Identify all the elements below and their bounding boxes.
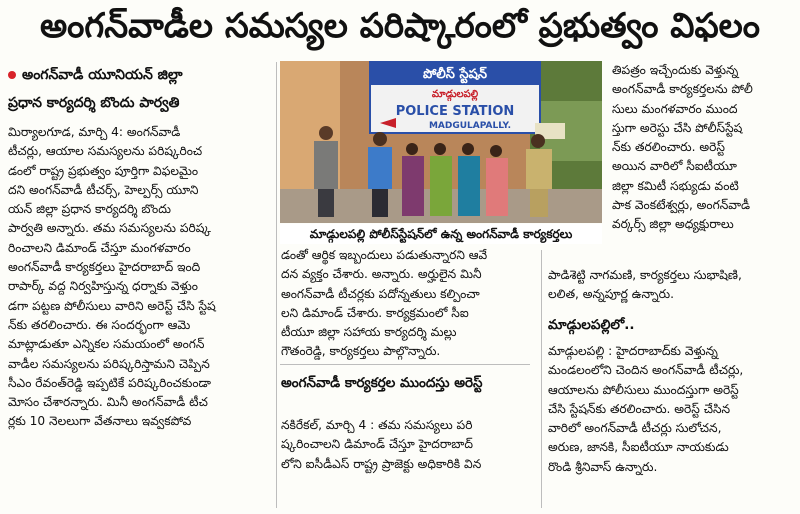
text-line: ఆయాలను పోలీసులు ముందస్తుగా అరెస్ట్ [548, 382, 739, 397]
headline: అంగన్‌వాడీల సమస్యల పరిష్కారంలో ప్రభుత్వం విఫలం [39, 6, 760, 46]
text-line: దన వ్యక్తం చేశారు. అన్నారు. అర్హులైన మినీ [281, 267, 482, 282]
column-3b [548, 342, 796, 477]
text-line: రాపార్క్ వద్ద నిర్వహిస్తున్న ధర్నాకు వెళ్తుం [8, 279, 198, 294]
text-line: టీయూ జిల్లా సహాయ కార్యదర్శి మల్లు [281, 325, 457, 340]
text-line: మోసం చేశారన్నారు. మినీ అంగన్‌వాడీ టీచ [8, 395, 208, 410]
subhead-text-1: అంగన్‌వాడీ యూనియన్ జిల్లా [22, 67, 183, 83]
text-line: డంతో ఆర్థిక ఇబ్బందులు పడుతున్నారని ఆవే [281, 248, 488, 262]
text-line: నకిరేకల్, మార్చి 4 : తమ సమస్యలు పరి [281, 418, 473, 432]
subhead-line1 [8, 66, 183, 84]
subhead-line2: ప్రధాన కార్యదర్శి బొందు పార్వతి [8, 95, 180, 111]
text-line: మండలంలోని చెందిన అంగన్‌వాడీ టీచర్లు, [548, 363, 744, 378]
text-line: అంగన్‌వాడీ కార్యకర్తలు హైదరాబాద్ ఇంది [8, 260, 201, 275]
text-line: వారిలో అంగన్‌వాడీ టీచర్లు సులోచన, [548, 421, 722, 436]
text-line: అంగన్‌వాడీ టీచర్లకు పదోన్నతులు కల్పించా [281, 286, 480, 301]
text-line: లోని ఐసీడీఎస్ రాష్ట్ర ప్రాజెక్టు అధికారికి విన [281, 456, 482, 471]
text-line: మిర్యాలగూడ, మార్చి 4: అంగన్‌వాడీ [8, 125, 181, 139]
police-station-photo [280, 61, 602, 223]
text-line: డంలో రాష్ట్ర ప్రభుత్వం పూర్తిగా విఫలమైం [8, 163, 199, 178]
section-rule [280, 364, 530, 365]
column-1 [8, 123, 272, 432]
sign-telugu-place: మాడ్గులపల్లి [431, 89, 479, 100]
text-line: సులు మంగళవారం ముంద [612, 101, 738, 116]
section-heading-arrest: అంగన్‌వాడీ కార్యకర్తల ముందస్తు అరెస్ట్ [281, 375, 483, 391]
column-divider-2 [541, 250, 542, 508]
text-line: పాడిశెట్టి నాగమణి, కార్యకర్తలు సుభాషిణి, [548, 268, 742, 282]
bullet-icon [8, 71, 16, 79]
text-line: మాట్లాడుతూ ఎన్నికల సమయంలో అంగన్ [8, 337, 205, 352]
text-line: సీఎం రేవంత్‌రెడ్డి ఇప్పటికే పరిష్కరించకుండా [8, 375, 211, 390]
sign-english-place: MADGULAPALLY. [428, 121, 512, 131]
column-divider [276, 62, 277, 508]
text-line: గౌతంరెడ్డి, కార్యకర్తలు పాల్గొన్నారు. [281, 344, 441, 359]
sign-english-title: POLICE STATION [395, 104, 515, 119]
text-line: వర్కర్స్ జిల్లా అధ్యక్షురాలు [612, 217, 734, 232]
column-2b [281, 416, 539, 474]
text-line: ర్లకు 10 నెలలుగా వేతనాలు ఇవ్వకపోవ [8, 414, 192, 429]
sign-telugu-title: పోలీస్ స్టేషన్ [423, 67, 487, 82]
column-3-wide [548, 266, 796, 305]
text-line: దని అంగన్‌వాడీ టీచర్స్, హెల్పర్స్ యూని [8, 182, 199, 197]
text-line: రించాలని డిమాండ్ చేస్తూ మంగళవారం [8, 240, 191, 255]
text-line: పార్వతి అన్నారు. తమ సమస్యలను పరిష్క [8, 221, 211, 236]
text-line: టీచర్లు, ఆయాల సమస్యలను పరిష్కరించ [8, 144, 203, 159]
text-line: అంగన్‌వాడీ కార్యకర్తలను పోలీ [612, 82, 753, 97]
text-line: తిపత్రం ఇచ్చేందుకు వెళ్తున్న [612, 63, 739, 77]
text-line: వాడీల సమస్యలను పరిష్కరిస్తామని చెప్పిన [8, 356, 210, 371]
text-line: అరుణ, జానకి, సీఐటీయూ నాయకుడు [548, 440, 729, 455]
text-line: ష్కరించాలని డిమాండ్ చేస్తూ హైదరాబాద్ [281, 437, 473, 452]
text-line: లని డిమాండ్ చేశారు. కార్యక్రమంలో సీఐ [281, 305, 469, 320]
text-line: స్తుగా అరెస్టు చేసి పోలీస్‌స్టేష [612, 120, 743, 135]
text-line: న్‌కు తరలించారు. ఈ సందర్భంగా ఆమె [8, 317, 191, 332]
text-line: లలిత, అన్నపూర్ణ ఉన్నారు. [548, 287, 674, 302]
text-line: జిల్లా కమిటీ సభ్యుడు వంటి [612, 178, 739, 193]
news-photo [280, 61, 602, 223]
text-line: పాక వెంకటేశ్వర్లు, అంగన్‌వాడీ [612, 198, 751, 213]
text-line: అయిన వారిలో సీఐటీయూ [612, 159, 737, 174]
section-heading-madgulapally: మాడ్గులపల్లిలో.. [548, 317, 635, 333]
text-line: యన్ జిల్లా ప్రధాన కార్యదర్శి బొందు [8, 202, 172, 217]
text-line: చేసి స్టేషన్‌కు తరలించారు. అరెస్ట్ చేసిన [548, 401, 731, 416]
text-line: డగా పట్టణ పోలీసులు వారిని అరెస్ట్ చేసి స్టేష [8, 298, 216, 313]
text-line: న్‌కు తరలించారు. అరెస్ట్ [612, 140, 725, 155]
text-line: రొండి శ్రీనివాస్ ఉన్నారు. [548, 459, 658, 474]
text-line: మాడ్గులపల్లి : హైదరాబాద్‌కు వెళ్తున్న [548, 344, 718, 358]
column-3-top [612, 61, 796, 235]
photo-caption: మాడ్గులపల్లి పోలీస్‌స్టేషన్‌లో ఉన్న అంగన్‌వాడీ కార్యకర్తలు [280, 224, 602, 244]
